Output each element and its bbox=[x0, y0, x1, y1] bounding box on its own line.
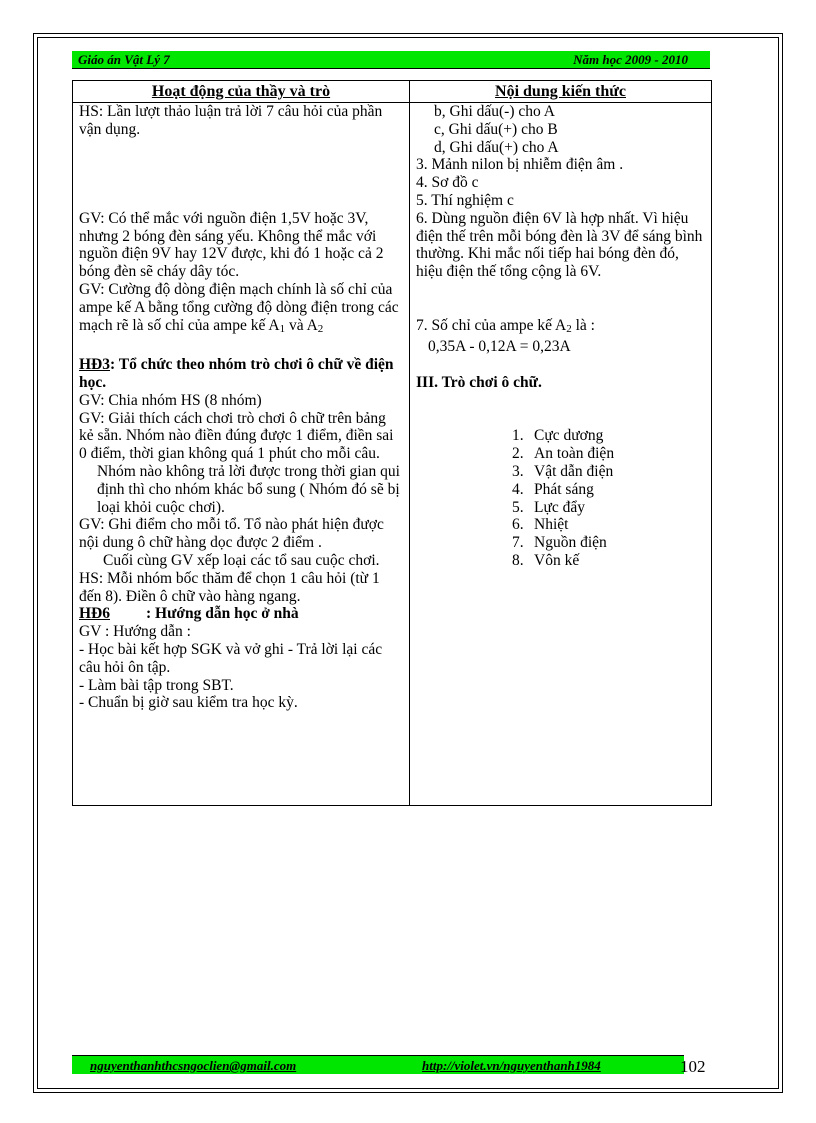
list-item: 8. Vôn kế bbox=[512, 551, 580, 569]
answer-c: c, Ghi dấu(+) cho B bbox=[434, 120, 558, 138]
teacher-note-current: GV: Cường độ dòng điện mạch chính là số chỉ của ampe kế A bằng tổng cường độ dòng điện trong các mạch rẽ là số chỉ của ampe kế A1 và A2 bbox=[79, 280, 399, 335]
column-divider bbox=[409, 81, 410, 805]
activity-3-heading: HĐ3: Tổ chức theo nhóm trò chơi ô chữ về điện học. bbox=[79, 356, 394, 391]
lesson-table bbox=[72, 80, 712, 806]
knowledge-cell bbox=[416, 103, 708, 570]
game-rule-note: Nhóm nào không trả lời được trong thời gian qui định thì cho nhóm khác bổ sung ( Nhóm đó sẽ bị loại khỏi cuộc chơi). bbox=[97, 462, 400, 516]
header-school-year: Năm học 2009 - 2010 bbox=[573, 52, 688, 67]
column-header-activities: Hoạt động của thầy và trò bbox=[73, 81, 409, 103]
author-website-link[interactable]: http://violet.vn/nguyenthanh1984 bbox=[422, 1058, 601, 1073]
list-item: 2. An toàn điện bbox=[512, 445, 615, 463]
homework-item: - Học bài kết hợp SGK và vở ghi - Trả lời lại các câu hỏi ôn tập. bbox=[79, 640, 383, 676]
answer-7-calculation: 0,35A - 0,12A = 0,23A bbox=[428, 338, 571, 356]
teacher-scoring: GV: Ghi điểm cho mỗi tổ. Tổ nào phát hiện được nội dung ô chữ hàng dọc được 2 điểm . bbox=[79, 516, 384, 552]
answer-3: 3. Mảnh nilon bị nhiễm điện âm . bbox=[416, 156, 624, 174]
final-ranking-note: Cuối cùng GV xếp loại các tổ sau cuộc chơi. bbox=[103, 551, 380, 569]
column-header-knowledge: Nội dung kiến thức bbox=[410, 81, 711, 103]
answer-4: 4. Sơ đồ c bbox=[416, 174, 479, 192]
answer-d: d, Ghi dấu(+) cho A bbox=[434, 138, 559, 156]
list-item: 4. Phát sáng bbox=[512, 480, 594, 498]
teacher-note-voltage: GV: Có thể mắc với nguồn điện 1,5V hoặc 3V, nhưng 2 bóng đèn sáng yếu. Không thể mắc với nguồn điện 9V hay 12V được, khi đó 1 hoặc cả 2 bóng đèn sẽ cháy dây tóc. bbox=[79, 209, 384, 281]
page-number: 102 bbox=[680, 1057, 706, 1076]
student-draw: HS: Mỗi nhóm bốc thăm để chọn 1 câu hỏi (từ 1 đến 8). Điền ô chữ vào hàng ngang. bbox=[79, 569, 380, 605]
page-header bbox=[72, 51, 710, 69]
list-item: 1. Cực dương bbox=[512, 427, 604, 445]
section-3-heading: III. Trò chơi ô chữ. bbox=[416, 373, 542, 391]
list-item: 7. Nguồn điện bbox=[512, 534, 607, 552]
activities-cell bbox=[79, 103, 401, 712]
list-item: 6. Nhiệt bbox=[512, 516, 569, 534]
teacher-game-rules: GV: Giải thích cách chơi trò chơi ô chữ trên bảng kẻ sẵn. Nhóm nào điền đúng được 1 điểm, điền sai 0 điểm, thời gian không quá 1 phút cho mỗi câu. bbox=[79, 409, 394, 463]
author-email-link[interactable]: nguyenthanhthcsngoclien@gmail.com bbox=[90, 1058, 297, 1073]
homework-item: - Chuẩn bị giờ sau kiểm tra học kỳ. bbox=[79, 694, 298, 712]
header-subject: Giáo án Vật Lý 7 bbox=[78, 52, 170, 67]
page-footer bbox=[72, 1055, 684, 1074]
answer-5: 5. Thí nghiệm c bbox=[416, 191, 514, 209]
teacher-guidance: GV : Hướng dẫn : bbox=[79, 623, 191, 641]
activity-6-heading: HĐ6 : Hướng dẫn học ở nhà bbox=[79, 605, 299, 623]
homework-item: - Làm bài tập trong SBT. bbox=[79, 676, 234, 694]
answer-7: 7. Số chỉ của ampe kế A2 là : bbox=[416, 316, 595, 335]
list-item: 5. Lực đẩy bbox=[512, 498, 586, 516]
answer-6: 6. Dùng nguồn điện 6V là hợp nhất. Vì hiệu điện thế trên mỗi bóng đèn là 3V để sáng bình thường. Khi mắc nối tiếp hai bóng đèn đó, hiệu điện thế tổng cộng là 6V. bbox=[416, 209, 703, 281]
student-discussion: HS: Lần lượt thảo luận trả lời 7 câu hỏi của phần vận dụng. bbox=[79, 103, 383, 138]
answer-b: b, Ghi dấu(-) cho A bbox=[434, 103, 555, 120]
crossword-answers bbox=[416, 427, 708, 569]
list-item: 3. Vật dẫn điện bbox=[512, 462, 614, 480]
teacher-grouping: GV: Chia nhóm HS (8 nhóm) bbox=[79, 391, 262, 409]
